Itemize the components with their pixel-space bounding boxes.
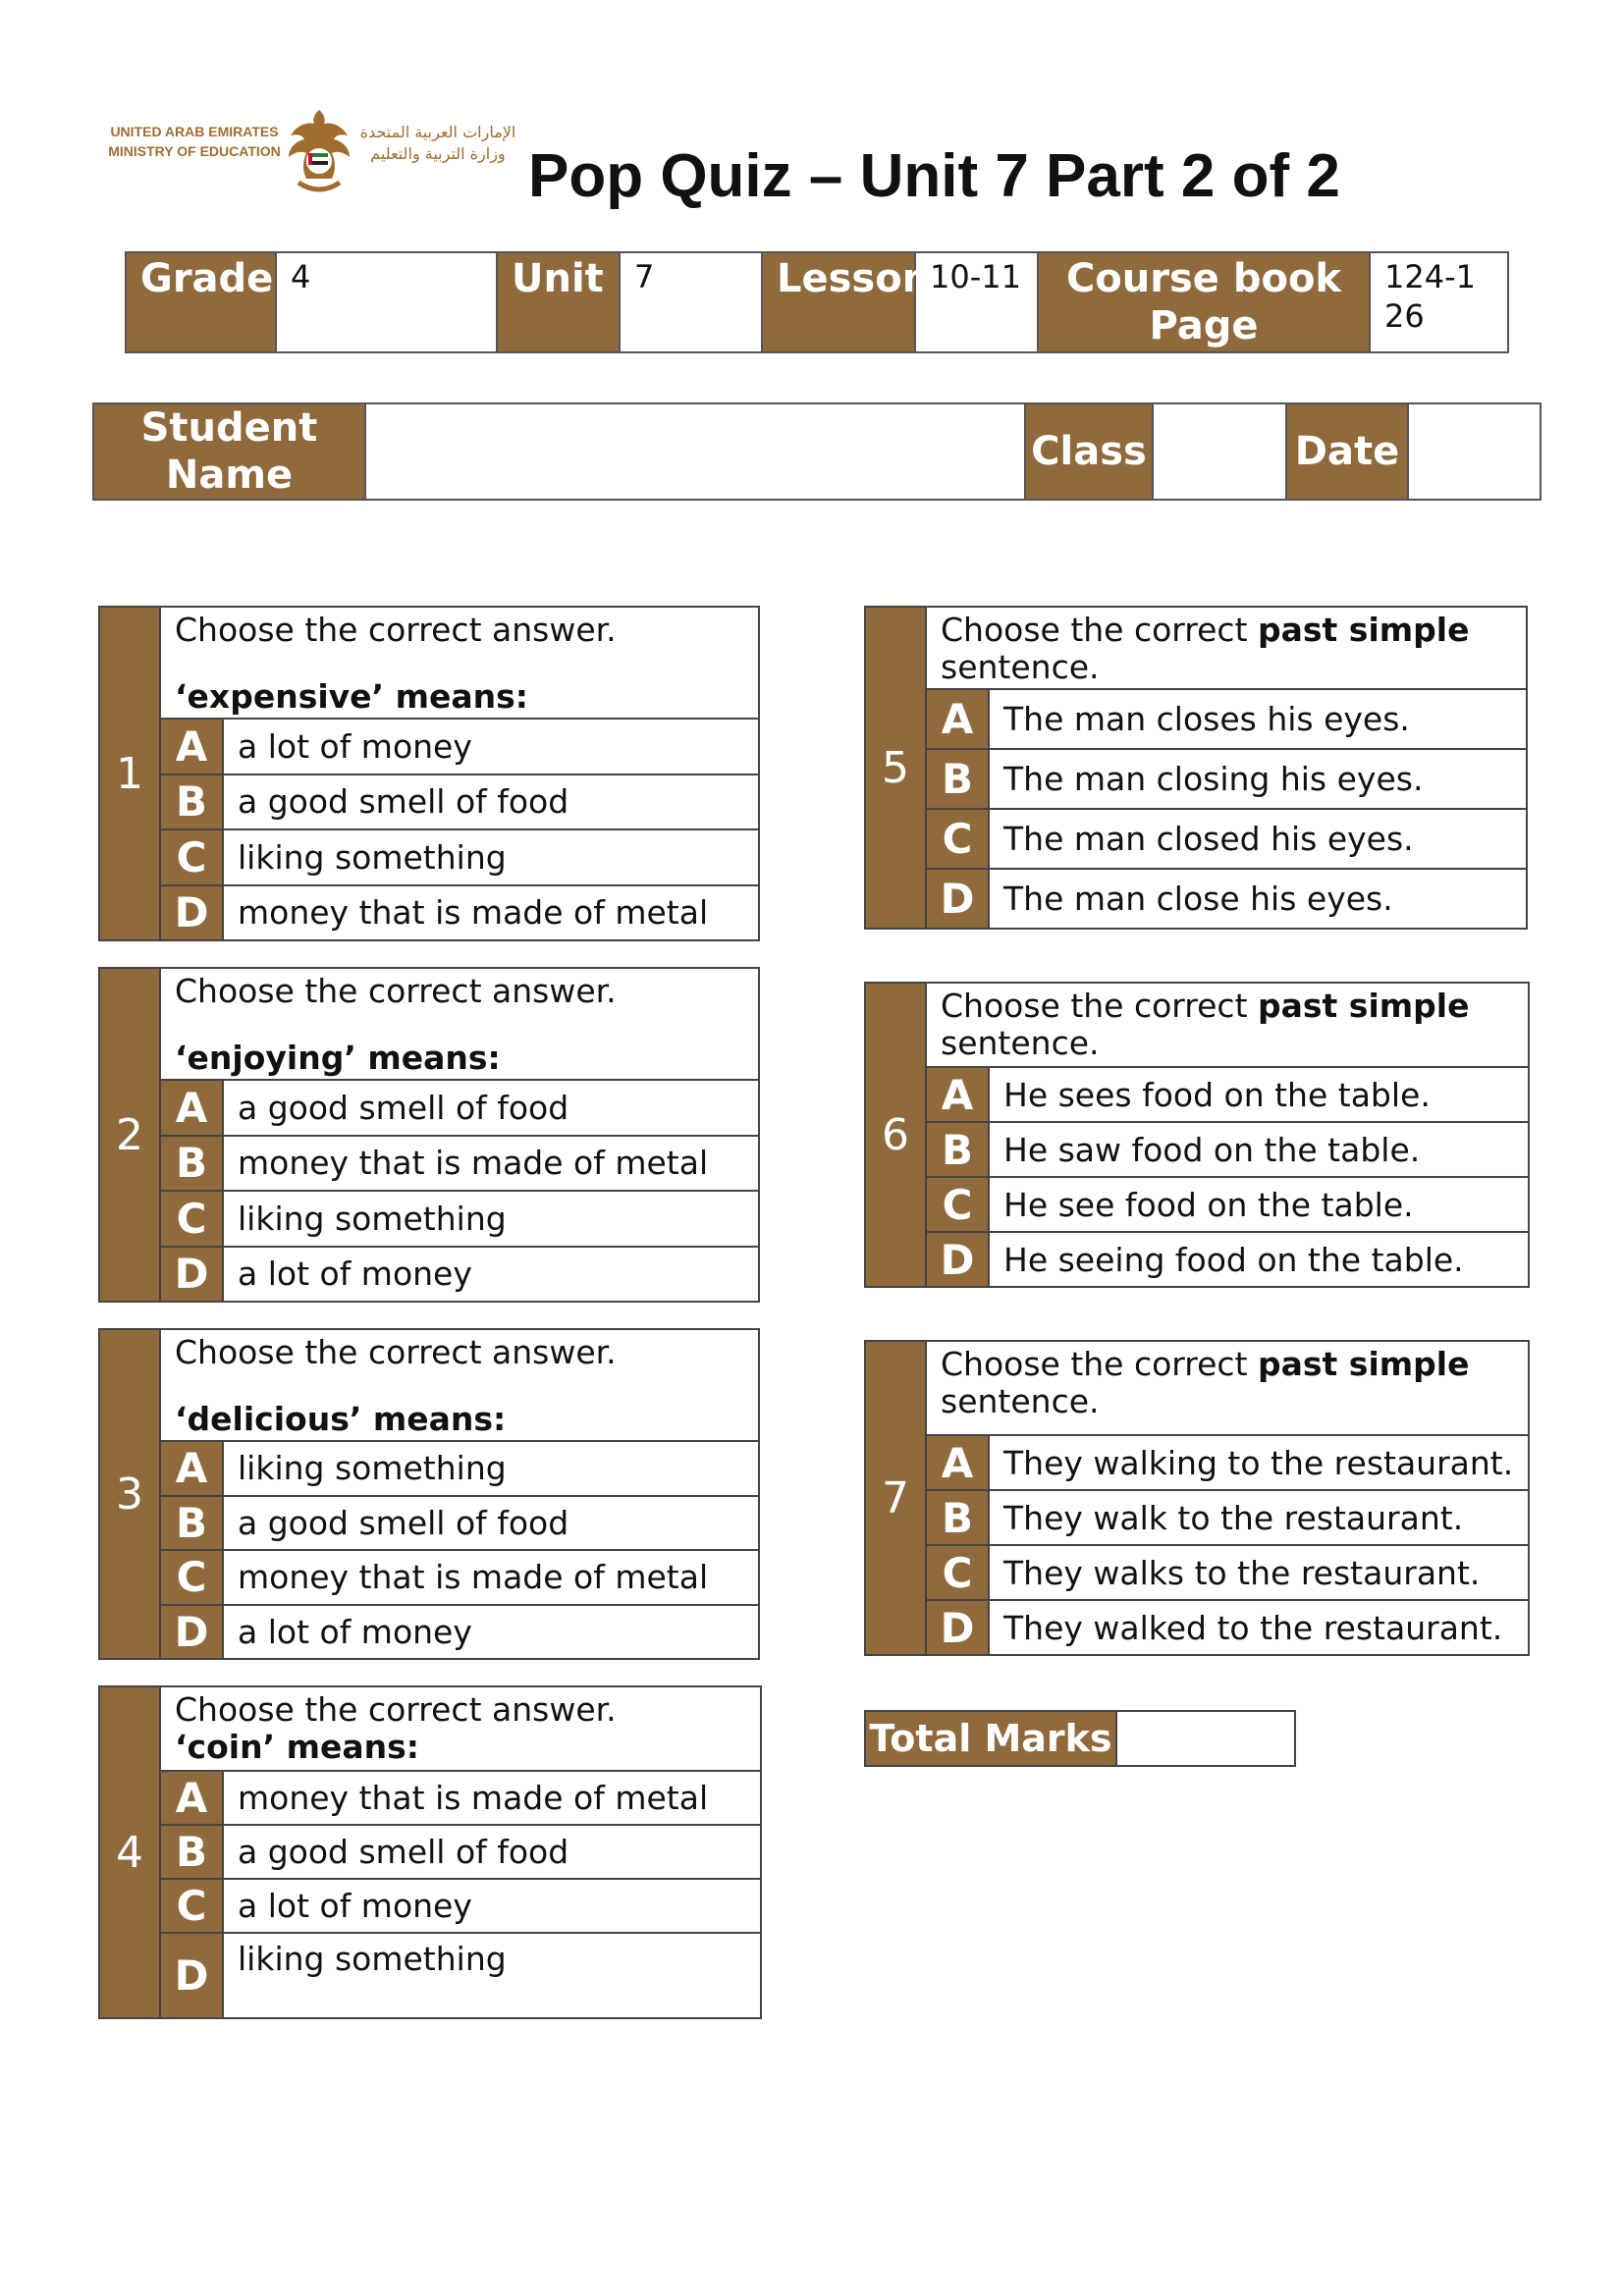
option-c[interactable] — [927, 1546, 1528, 1601]
prompt-keyword: ‘coin’ means: — [175, 1728, 419, 1766]
option-b[interactable] — [161, 1497, 758, 1552]
option-text: money that is made of metal — [238, 893, 709, 933]
option-d[interactable] — [161, 1606, 758, 1659]
option-text: The man closed his eyes. — [1003, 820, 1414, 858]
question-number: 2 — [100, 969, 161, 1301]
class-field[interactable] — [1153, 403, 1286, 500]
prompt-text-end: sentence. — [941, 1382, 1100, 1420]
option-b[interactable] — [161, 1826, 760, 1880]
option-text: They walk to the restaurant. — [1003, 1498, 1464, 1537]
question-prompt — [161, 969, 758, 1081]
question-prompt — [927, 608, 1526, 690]
option-text: The man closes his eyes. — [1003, 700, 1410, 738]
option-letter: B — [161, 1137, 224, 1191]
question-2 — [98, 967, 760, 1303]
logo-ar-line1: الإمارات العربية المتحدة — [359, 123, 516, 141]
option-text: money that is made of metal — [238, 1558, 709, 1597]
logo-en-line1: UNITED ARAB EMIRATES — [110, 124, 279, 139]
option-b[interactable] — [161, 1137, 758, 1193]
option-letter: B — [927, 1491, 990, 1544]
option-text: liking something — [238, 1199, 507, 1238]
logo-arabic-text — [355, 122, 520, 165]
question-5 — [864, 606, 1528, 930]
option-letter: B — [161, 1497, 224, 1550]
option-b[interactable] — [927, 1123, 1528, 1178]
option-text: a lot of money — [238, 726, 472, 766]
option-text: He see food on the table. — [1003, 1185, 1414, 1224]
total-marks-field[interactable] — [1117, 1712, 1294, 1765]
option-text: a good smell of food — [238, 1833, 569, 1872]
option-c[interactable] — [927, 1178, 1528, 1233]
option-letter: C — [927, 810, 990, 868]
lesson-info-table — [125, 251, 1509, 353]
option-text: They walking to the restaurant. — [1003, 1443, 1514, 1482]
question-6 — [864, 982, 1530, 1288]
prompt-keyword: ‘expensive’ means: — [175, 677, 528, 716]
option-text: a lot of money — [238, 1887, 472, 1926]
student-name-label: Student Name — [93, 403, 365, 500]
option-letter: C — [161, 1192, 224, 1246]
logo-en-line2: MINISTRY OF EDUCATION — [108, 143, 281, 159]
option-text: The man closing his eyes. — [1003, 760, 1424, 798]
lesson-label: Lesson — [762, 252, 915, 352]
option-text: liking something — [238, 837, 507, 877]
option-c[interactable] — [161, 830, 758, 886]
total-marks-label: Total Marks — [866, 1712, 1117, 1765]
uae-falcon-emblem-icon — [285, 106, 353, 198]
option-letter: A — [927, 690, 990, 748]
question-number: 5 — [866, 608, 927, 928]
total-marks-box — [864, 1710, 1296, 1767]
option-a[interactable] — [161, 720, 758, 775]
prompt-text: Choose the correct — [941, 611, 1259, 649]
option-c[interactable] — [161, 1880, 760, 1934]
option-d[interactable] — [161, 886, 758, 940]
grade-value[interactable]: 4 — [276, 252, 497, 352]
prompt-keyword: past simple — [1258, 611, 1470, 649]
option-letter: A — [927, 1068, 990, 1121]
question-4 — [98, 1685, 762, 2019]
page-title: Pop Quiz – Unit 7 Part 2 of 2 — [528, 142, 1340, 210]
question-number: 7 — [866, 1342, 927, 1654]
question-number: 3 — [100, 1330, 161, 1658]
option-a[interactable] — [927, 1436, 1528, 1491]
grade-label: Grade — [126, 252, 276, 352]
option-a[interactable] — [161, 1772, 760, 1826]
option-d[interactable] — [927, 1233, 1528, 1286]
option-text: They walked to the restaurant. — [1003, 1608, 1503, 1647]
class-label: Class — [1025, 403, 1153, 500]
option-text: He saw food on the table. — [1003, 1130, 1421, 1169]
prompt-text-end: sentence. — [941, 1024, 1100, 1062]
option-text: He sees food on the table. — [1003, 1075, 1431, 1114]
prompt-text: Choose the correct — [941, 987, 1259, 1025]
option-text: a lot of money — [238, 1255, 472, 1294]
student-info-table — [92, 402, 1542, 501]
option-b[interactable] — [927, 1491, 1528, 1546]
option-d[interactable] — [927, 1601, 1528, 1654]
course-book-value[interactable]: 124-126 — [1370, 252, 1508, 352]
prompt-text-end: sentence. — [941, 648, 1100, 686]
option-text: a good smell of food — [238, 1088, 569, 1127]
option-text: a good smell of food — [238, 782, 569, 822]
option-letter: A — [161, 1772, 224, 1824]
option-d[interactable] — [927, 870, 1526, 928]
option-a[interactable] — [161, 1081, 758, 1137]
question-3 — [98, 1328, 760, 1660]
option-letter: B — [927, 1123, 990, 1176]
prompt-keyword: past simple — [1258, 1345, 1470, 1383]
ministry-logo — [108, 106, 520, 204]
option-d[interactable] — [161, 1248, 758, 1302]
option-letter: A — [927, 1436, 990, 1489]
question-number: 1 — [100, 608, 161, 939]
option-c[interactable] — [161, 1192, 758, 1248]
option-text: They walks to the restaurant. — [1003, 1553, 1481, 1592]
question-prompt — [161, 608, 758, 720]
option-letter: A — [161, 1442, 224, 1495]
question-prompt — [161, 1687, 760, 1772]
prompt-keyword: past simple — [1258, 987, 1470, 1025]
option-a[interactable] — [927, 690, 1526, 750]
option-text: a good smell of food — [238, 1503, 569, 1542]
option-text: money that is made of metal — [238, 1144, 709, 1183]
option-text: He seeing food on the table. — [1003, 1240, 1464, 1279]
option-letter: A — [161, 720, 224, 774]
prompt-text: Choose the correct answer. — [175, 1690, 617, 1729]
option-letter: B — [161, 1826, 224, 1878]
question-7 — [864, 1340, 1530, 1656]
course-book-label: Course book Page — [1038, 252, 1370, 352]
option-letter: D — [161, 1606, 224, 1659]
option-letter: C — [161, 830, 224, 884]
option-letter: A — [161, 1081, 224, 1135]
lesson-value[interactable]: 10-11 — [915, 252, 1038, 352]
prompt-text: Choose the correct answer. — [175, 972, 617, 1010]
option-letter: D — [927, 1233, 990, 1286]
date-field[interactable] — [1408, 403, 1541, 500]
prompt-text: Choose the correct answer. — [175, 1333, 617, 1371]
prompt-text: Choose the correct — [941, 1345, 1259, 1383]
question-prompt — [161, 1330, 758, 1442]
option-letter: D — [161, 1248, 224, 1302]
question-prompt — [927, 984, 1528, 1068]
unit-label: Unit — [497, 252, 620, 352]
question-number: 4 — [100, 1687, 161, 2017]
option-letter: C — [927, 1546, 990, 1599]
option-b[interactable] — [161, 775, 758, 831]
option-text: The man close his eyes. — [1003, 880, 1393, 918]
option-letter: B — [927, 750, 990, 808]
option-c[interactable] — [927, 810, 1526, 870]
option-text: a lot of money — [238, 1612, 472, 1651]
option-letter: B — [161, 775, 224, 829]
option-text: money that is made of metal — [238, 1779, 709, 1818]
question-prompt — [927, 1342, 1528, 1436]
option-a[interactable] — [927, 1068, 1528, 1123]
student-name-field[interactable] — [365, 403, 1025, 500]
logo-ar-line2: وزارة التربية والتعليم — [370, 144, 506, 163]
option-letter: D — [927, 1601, 990, 1654]
option-text: liking something — [238, 1940, 507, 1979]
option-d[interactable] — [161, 1934, 760, 2017]
logo-english-text — [108, 122, 281, 161]
option-letter: D — [927, 870, 990, 928]
date-label: Date — [1286, 403, 1408, 500]
question-1 — [98, 606, 760, 941]
option-text: liking something — [238, 1449, 507, 1488]
prompt-keyword: ‘delicious’ means: — [175, 1400, 507, 1438]
option-letter: D — [161, 886, 224, 940]
option-a[interactable] — [161, 1442, 758, 1497]
option-letter: C — [161, 1551, 224, 1604]
prompt-text: Choose the correct answer. — [175, 611, 617, 649]
option-b[interactable] — [927, 750, 1526, 810]
unit-value[interactable]: 7 — [620, 252, 762, 352]
prompt-keyword: ‘enjoying’ means: — [175, 1039, 501, 1077]
option-c[interactable] — [161, 1551, 758, 1606]
option-letter: C — [161, 1880, 224, 1932]
option-letter: D — [161, 1934, 224, 2017]
option-letter: C — [927, 1178, 990, 1231]
question-number: 6 — [866, 984, 927, 1286]
